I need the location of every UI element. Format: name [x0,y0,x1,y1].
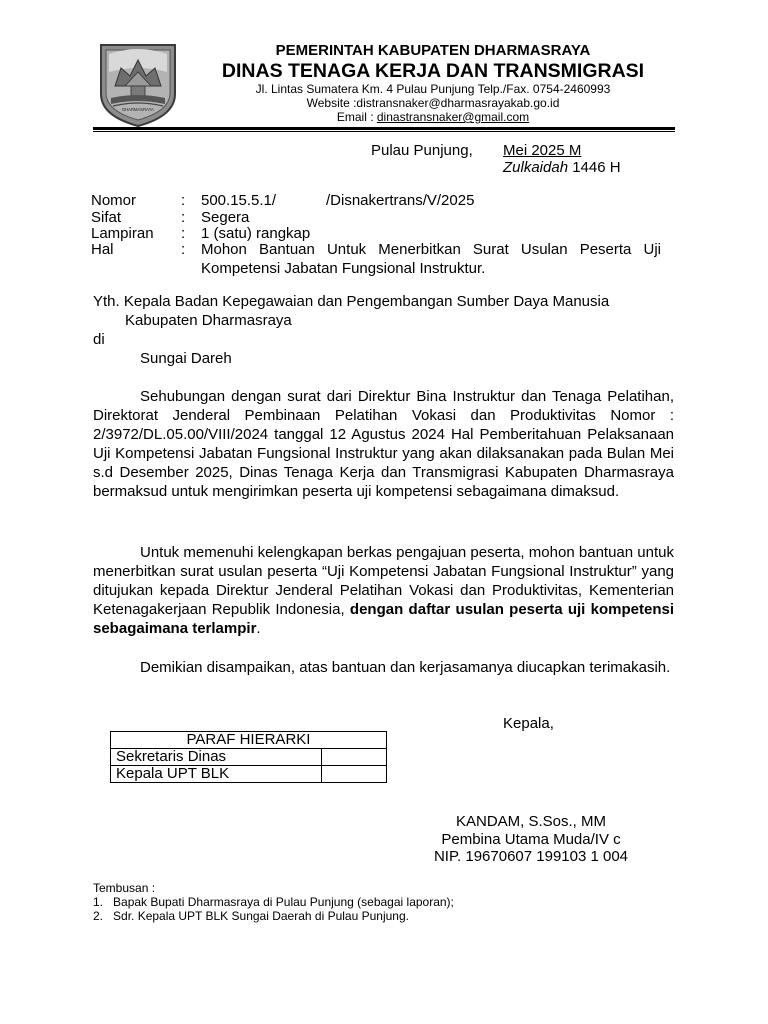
addressee-line2: Kabupaten Dharmasraya [125,312,292,329]
lampiran-colon: : [181,225,186,242]
body-paragraph-1 [93,387,674,501]
date-place: Pulau Punjung, [371,142,473,159]
paraf-cell [322,749,387,766]
email-link[interactable]: dinastransnaker@gmail.com [376,110,530,124]
nomor-label: Nomor [91,192,137,209]
addressee-place: Sungai Dareh [140,350,232,367]
logo-caption: DHARMASRAYA [122,107,154,112]
letterhead-rule-thin [93,131,675,132]
hal-value: Mohon Bantuan Untuk Menerbitkan Surat Usulan Peserta Uji Kompetensi Jabatan Fungsional Instruktur. [201,241,661,277]
paragraph-1-text: Sehubungan dengan surat dari Direktur Bina Instruktur dan Tenaga Pelatihan, Direktorat Jenderal Pembinaan Pelatihan Vokasi dan Produktivitas Nomor : 2/3972/DL.05.00/VIII/2024 tanggal 12 Agustus 2024 Hal Pemberitahuan Pelaksanaan Uji Kompetensi Jabatan Fungsional Instruktur yang akan dilaksanakan pada Bulan Mei s.d Desember 2025, Dinas Tenaga Kerja dan Transmigrasi Kabupaten Dharmasraya bermaksud untuk mengirimkan peserta uji kompetensi sebagaimana dimaksud. [93,388,674,500]
body-paragraph-3 [93,658,674,677]
paraf-header-row [111,732,387,749]
lampiran-label: Lampiran [91,225,154,242]
hal-colon: : [181,241,186,258]
paraf-title: PARAF HIERARKI [111,732,387,749]
signature-position: Kepala, [503,715,554,732]
paraf-row-name: Kepala UPT BLK [111,766,322,783]
hal-label: Hal [91,241,114,258]
agency-website: Website :distransnaker@dharmasrayakab.go.id [306,96,560,110]
hijri-year: 1446 H [568,159,621,176]
signatory-rank: Pembina Utama Muda/IV c [441,831,621,848]
government-name: PEMERINTAH KABUPATEN DHARMASRAYA [275,42,591,59]
nomor-colon: : [181,192,186,209]
table-row [111,749,387,766]
paragraph-3-text: Demikian disampaikan, atas bantuan dan kerjasamanya diucapkan terimakasih. [140,659,671,676]
paraf-row-name: Sekretaris Dinas [111,749,322,766]
paragraph-2-text: Untuk memenuhi kelengkapan berkas pengajuan peserta, mohon bantuan untuk menerbitkan surat usulan peserta “Uji Kompetensi Jabatan Fungsional Instruktur” yang ditujukan kepada Direktur Jenderal Pelatihan Vokasi dan Produktivitas, Kementerian Ketenagakerjaan Republik Indonesia, [93,544,674,618]
nomor-value: 500.15.5.1/ [201,192,277,209]
paragraph-2-end: . [256,620,261,637]
tembusan-title: Tembusan : [93,881,156,895]
sifat-value: Segera [201,209,250,226]
signatory-nip: NIP. 19670607 199103 1 004 [433,848,629,865]
table-row [111,766,387,783]
agency-name: DINAS TENAGA KERJA DAN TRANSMIGRASI [221,60,645,82]
addressee-di: di [93,331,105,348]
addressee-line1: Yth. Kepala Badan Kepegawaian dan Pengembangan Sumber Daya Manusia [93,293,610,310]
nomor-suffix: /Disnakertrans/V/2025 [326,192,475,209]
paraf-hierarki-table [110,731,387,783]
email-label: Email : [336,110,377,124]
paraf-cell [322,766,387,783]
letterhead-rule-thick [93,127,675,130]
agency-address: Jl. Lintas Sumatera Km. 4 Pulau Punjung Telp./Fax. 0754-2460993 [255,82,611,96]
sifat-label: Sifat [91,209,122,226]
date-masehi: Mei 2025 M [503,142,582,159]
sifat-colon: : [181,209,186,226]
hijri-month: Zulkaidah [503,159,569,176]
body-paragraph-2 [93,543,674,638]
paragraph-2-bold: dengan daftar usulan peserta uji kompetensi sebagaimana terlampir [93,601,675,637]
date-hijri [503,158,621,177]
signatory-name: KANDAM, S.Sos., MM [455,813,607,830]
agency-email-line [183,110,683,124]
tembusan-item: 2. Sdr. Kepala UPT BLK Sungai Daerah di Pulau Punjung. [93,909,409,923]
kabupaten-emblem-icon [97,42,179,128]
lampiran-value: 1 (satu) rangkap [201,225,311,242]
tembusan-item: 1. Bapak Bupati Dharmasraya di Pulau Punjung (sebagai laporan); [93,895,454,909]
